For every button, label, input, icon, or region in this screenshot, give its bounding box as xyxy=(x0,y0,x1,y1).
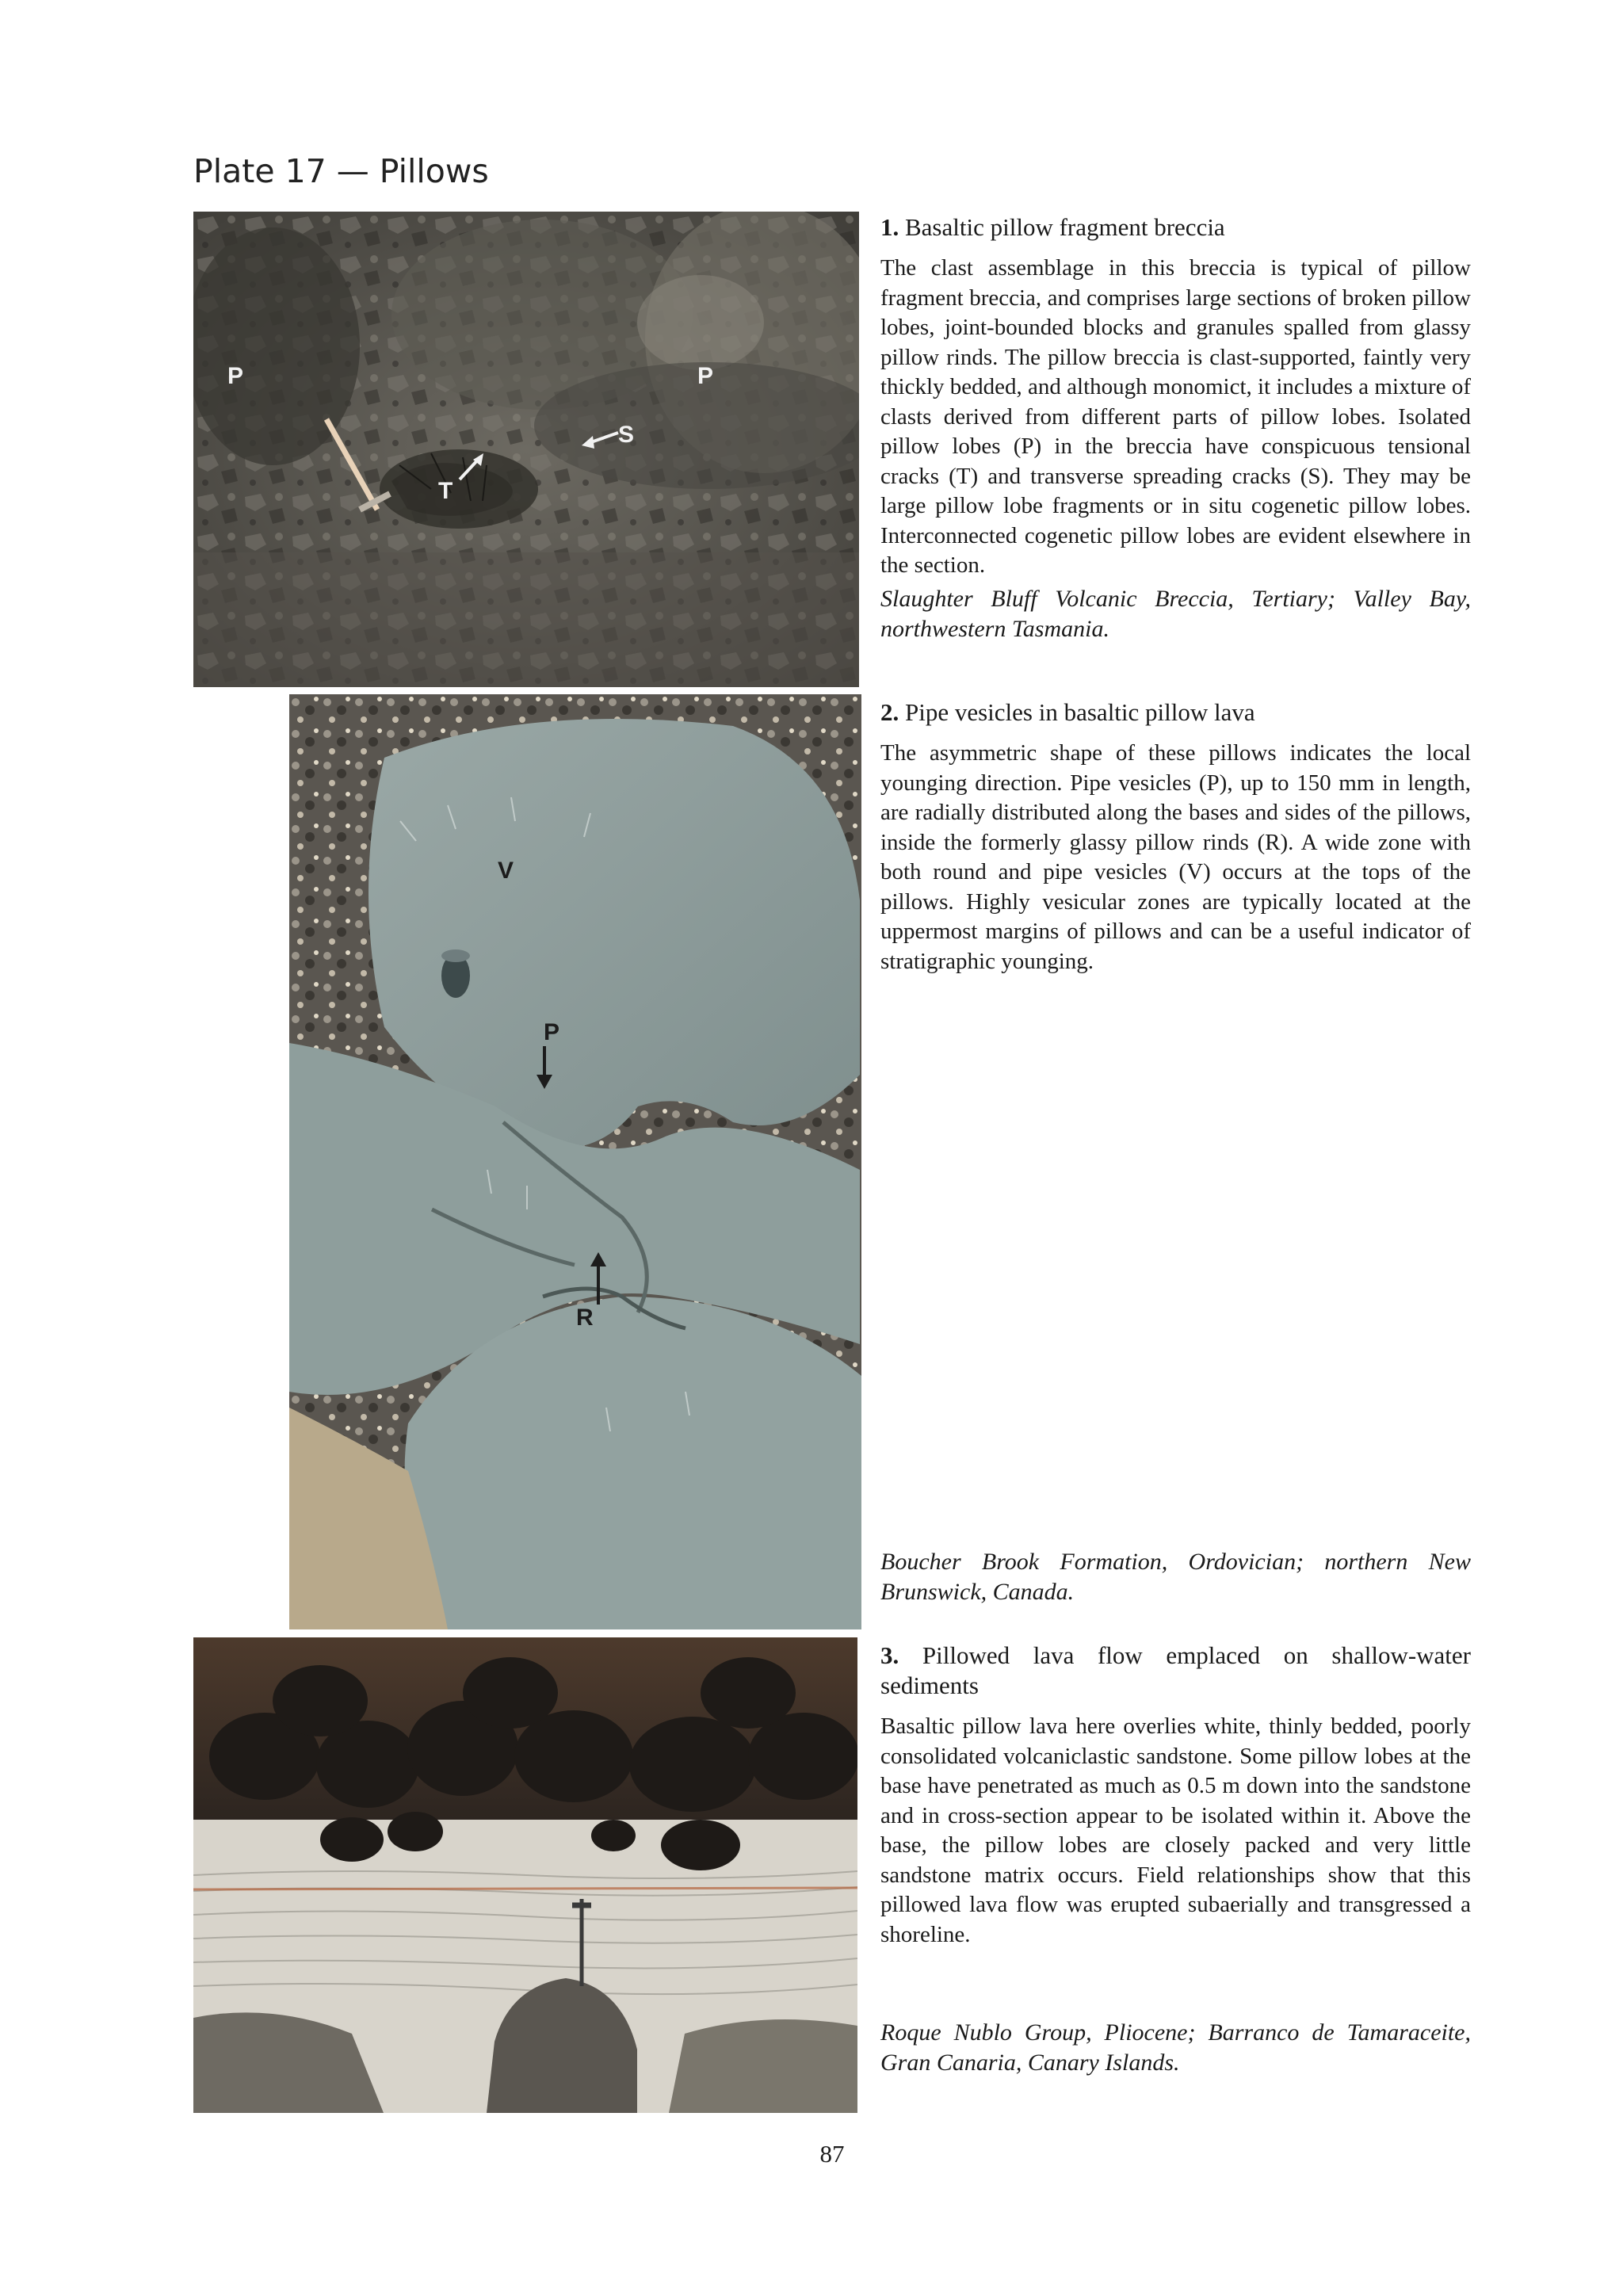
plate-1-number: 1. xyxy=(880,213,899,241)
photo-pipe-vesicles xyxy=(289,694,861,1629)
plate-2-body: The asymmetric shape of these pillows indicates the local younging direction. Pipe vesicles (P), up to 150 mm in length, are radially distributed along the bases and sides of the pillows, inside the formerly glassy pillow rinds (R). A wide zone with both round and pipe vesicles (V) occurs at the tops of the pillows. Highly vesicular zones are typically located at the uppermost margins of pillows and can be a useful indicator of stratigraphic younging. xyxy=(880,740,1471,974)
plate-3-title: Pillowed lava flow emplaced on shallow-water sediments xyxy=(880,1641,1472,1699)
plate-3-number: 3. xyxy=(880,1641,899,1669)
arrow-down-icon xyxy=(533,1045,556,1092)
photo1-label-p-right: P xyxy=(697,363,714,389)
photo1-label-t: T xyxy=(438,478,453,504)
plate-2-caption xyxy=(880,697,1471,976)
plate-2-location: Boucher Brook Formation, Ordovician; northern New Brunswick, Canada. xyxy=(880,1549,1471,1605)
photo2-label-v: V xyxy=(498,858,514,884)
photo-pillowed-lava-flow xyxy=(193,1637,857,2113)
plate-3-body: Basaltic pillow lava here overlies white, thinly bedded, poorly consolidated volcaniclastic sandstone. Some pillow lobes at the base have penetrated as much as 0.5 m down into the sandstone and in cross-section appear to be isolated within it. Above the base, the pillow lobes are closely packed and very little sandstone matrix occurs. Field relationships show that this pillowed lava flow was erupted subaerially and transgressed a shoreline. xyxy=(880,1713,1471,1947)
arrow-t-icon xyxy=(456,452,487,483)
plate-1-body: The clast assemblage in this breccia is typical of pillow fragment breccia, and comprises large sections of broken pillow lobes, joint-bounded blocks and granules spalled from glassy pillow rinds. The pillow breccia is clast-supported, faintly very thickly bedded, and although monomict, it includes a mixture of clasts derived from different parts of pillow lobes. Isolated pillow lobes (P) in the breccia have conspicuous tensional cracks (T) and transverse spreading cracks (S). They may be large pillow lobe fragments or in situ cogenetic pillow lobes. Interconnected cogenetic pillow lobes are evident elsewhere in the section. xyxy=(880,255,1471,578)
plate-2-heading xyxy=(880,697,1471,728)
photo2-label-r: R xyxy=(576,1305,594,1331)
photo1-label-p-left: P xyxy=(227,363,244,389)
plate-2-title: Pipe vesicles in basaltic pillow lava xyxy=(905,698,1255,726)
page-title: Plate 17 — Pillows xyxy=(193,152,489,190)
plate-2-number: 2. xyxy=(880,698,899,726)
plate-3-location: Roque Nublo Group, Pliocene; Barranco de Tamaraceite, Gran Canaria, Canary Islands. xyxy=(880,2019,1471,2076)
photo1-label-s: S xyxy=(618,422,635,448)
plate-1-caption xyxy=(880,212,1471,644)
plate-2-location-block xyxy=(880,1547,1471,1607)
photo-pillow-breccia xyxy=(193,212,859,687)
plate-3-heading xyxy=(880,1641,1471,1701)
plate-1-heading xyxy=(880,212,1471,243)
arrow-s-icon xyxy=(579,426,626,450)
arrow-up-icon xyxy=(586,1251,610,1306)
plate-3-caption xyxy=(880,1641,1471,1950)
page-number: 87 xyxy=(819,2140,845,2168)
plate-3-location-block xyxy=(880,2018,1471,2078)
photo2-label-p: P xyxy=(544,1019,560,1045)
plate-1-location: Slaughter Bluff Volcanic Breccia, Tertiary; Valley Bay, northwestern Tasmania. xyxy=(880,585,1471,642)
plate-1-title: Basaltic pillow fragment breccia xyxy=(905,213,1225,241)
